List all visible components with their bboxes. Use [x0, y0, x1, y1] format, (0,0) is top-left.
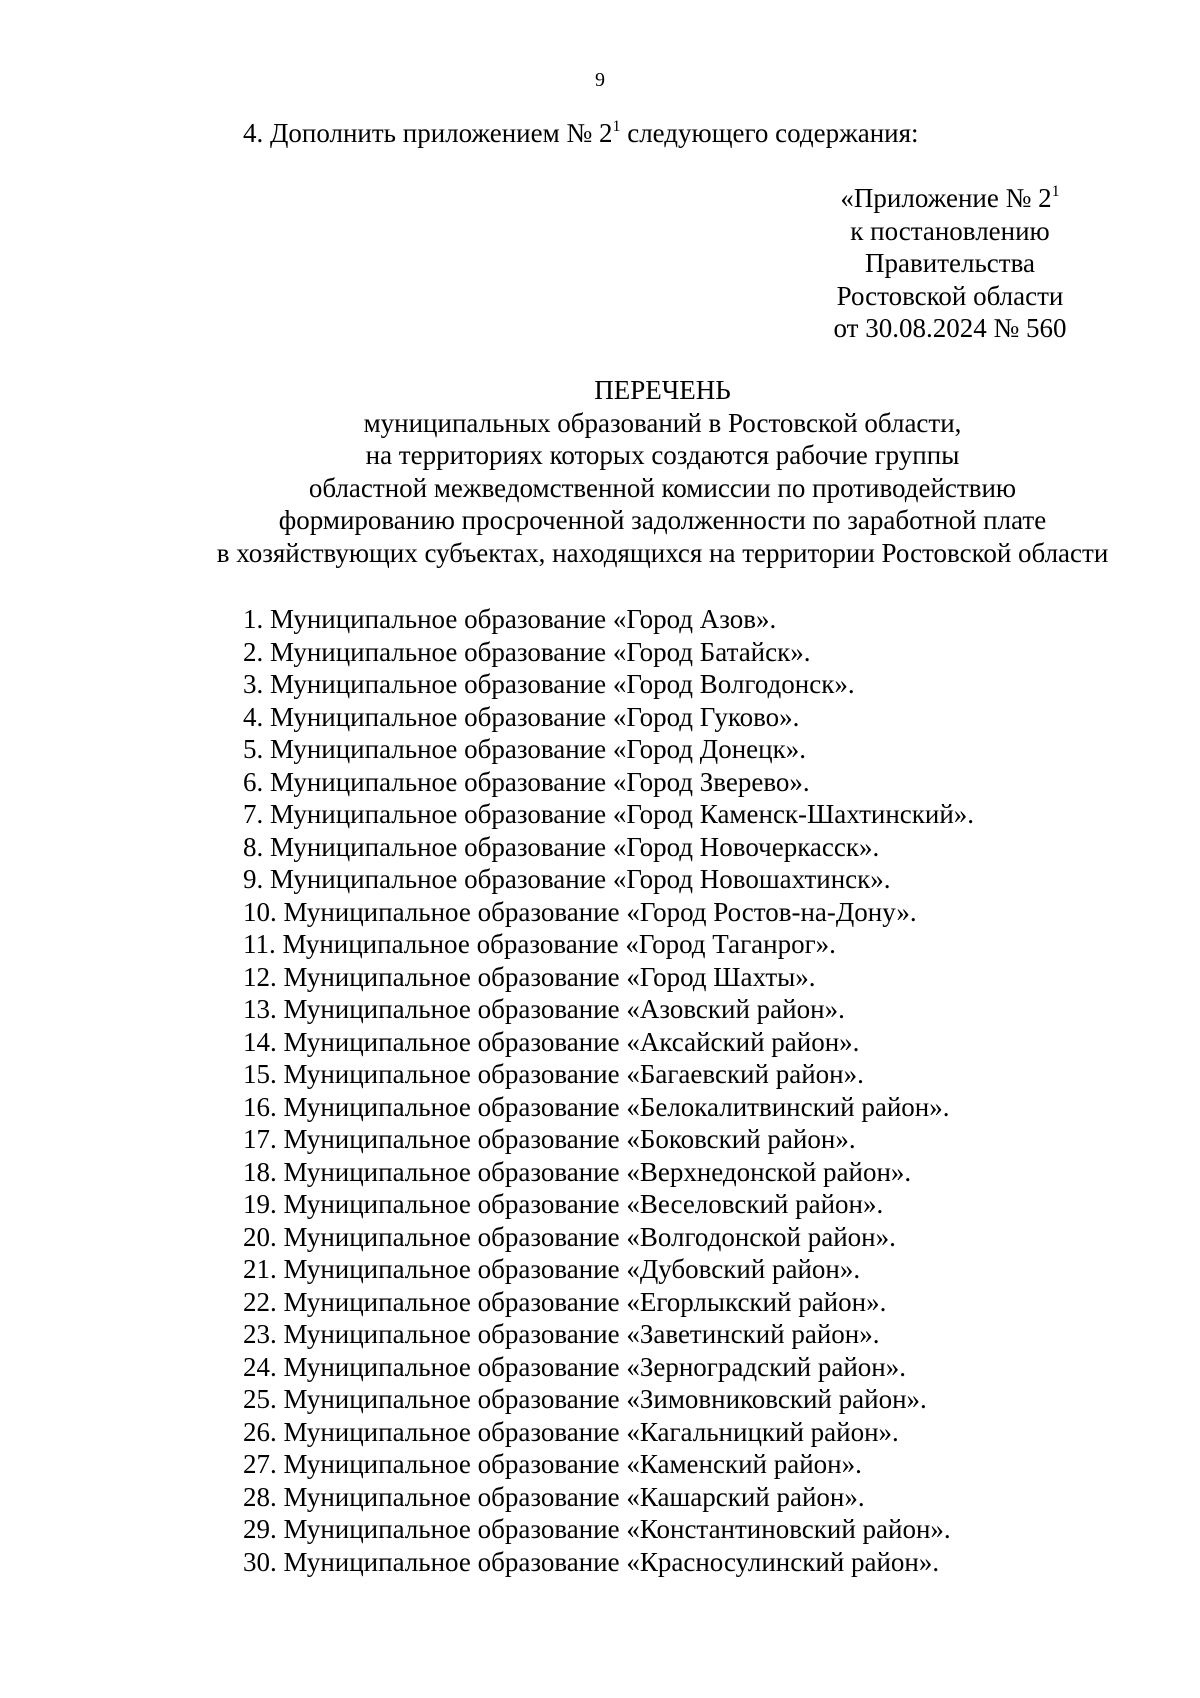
list-item: 19. Муниципальное образование «Веселовский район». — [243, 1189, 884, 1219]
intro-paragraph — [243, 116, 919, 150]
list-item: 6. Муниципальное образование «Город Зверево». — [243, 766, 810, 797]
list-item: 23. Муниципальное образование «Заветинский район». — [243, 1319, 880, 1349]
list-item: 4. Муниципальное образование «Город Гуково». — [243, 701, 800, 732]
page-number: 9 — [595, 69, 605, 91]
list-item: 3. Муниципальное образование «Город Волгодонск». — [243, 669, 855, 699]
annex-line: к постановлению — [850, 215, 1050, 246]
list-item: 29. Муниципальное образование «Константиновский район». — [243, 1514, 951, 1544]
annex-line: от 30.08.2024 № 560 — [833, 313, 1067, 343]
list-item: 12. Муниципальное образование «Город Шахты». — [243, 961, 816, 992]
heading-line: на территориях которых создаются рабочие группы — [365, 440, 960, 470]
heading-title: ПЕРЕЧЕНЬ — [594, 375, 731, 405]
list-item: 20. Муниципальное образование «Волгодонской район». — [243, 1221, 896, 1252]
annex-line: Ростовской области — [836, 280, 1064, 311]
document-heading — [0, 374, 1200, 569]
annex-block — [820, 182, 1080, 345]
list-item: 11. Муниципальное образование «Город Таганрог». — [243, 929, 836, 959]
annex-superscript: 1 — [1051, 183, 1060, 200]
list-item: 5. Муниципальное образование «Город Донецк». — [243, 734, 806, 764]
list-item: 13. Муниципальное образование «Азовский район». — [243, 994, 845, 1024]
list-item: 30. Муниципальное образование «Красносулинский район». — [243, 1546, 940, 1577]
annex-title: «Приложение № 2 — [840, 183, 1052, 213]
list-item: 2. Муниципальное образование «Город Батайск». — [243, 636, 811, 667]
list-item: 24. Муниципальное образование «Зерноградский район». — [243, 1351, 906, 1382]
list-item: 21. Муниципальное образование «Дубовский район». — [243, 1254, 861, 1284]
list-item: 27. Муниципальное образование «Каменский район». — [243, 1449, 862, 1479]
list-item: 15. Муниципальное образование «Багаевский район». — [243, 1059, 864, 1089]
list-item: 28. Муниципальное образование «Кашарский район». — [243, 1481, 865, 1512]
list-item: 16. Муниципальное образование «Белокалитвинский район». — [243, 1091, 950, 1122]
annex-line — [820, 182, 1080, 215]
heading-line: областной межведомственной комиссии по противодействию — [308, 472, 1017, 503]
list-item: 18. Муниципальное образование «Верхнедонской район». — [243, 1156, 912, 1187]
list-item: 17. Муниципальное образование «Боковский район». — [243, 1124, 856, 1154]
list-item: 7. Муниципальное образование «Город Каменск-Шахтинский». — [243, 799, 975, 829]
heading-line: муниципальных образований в Ростовской области, — [363, 407, 962, 438]
annex-line: Правительства — [865, 248, 1035, 278]
municipality-list — [243, 603, 974, 1578]
list-item: 9. Муниципальное образование «Город Новошахтинск». — [243, 864, 891, 894]
list-item: 25. Муниципальное образование «Зимовниковский район». — [243, 1384, 927, 1414]
heading-line: формированию просроченной задолженности по заработной плате — [278, 505, 1047, 535]
list-item: 22. Муниципальное образование «Егорлыкский район». — [243, 1286, 887, 1317]
intro-text-end: следующего содержания: — [620, 118, 919, 148]
list-item: 8. Муниципальное образование «Город Новочеркасск». — [243, 831, 880, 862]
list-item: 14. Муниципальное образование «Аксайский район». — [243, 1026, 860, 1057]
list-item: 10. Муниципальное образование «Город Ростов-на-Дону». — [243, 896, 917, 927]
intro-superscript: 1 — [612, 118, 621, 135]
list-item: 26. Муниципальное образование «Кагальницкий район». — [243, 1416, 899, 1447]
list-item: 1. Муниципальное образование «Город Азов». — [243, 604, 777, 634]
heading-line: в хозяйствующих субъектах, находящихся на территории Ростовской области — [216, 537, 1109, 568]
intro-text: 4. Дополнить приложением № 2 — [243, 118, 613, 148]
